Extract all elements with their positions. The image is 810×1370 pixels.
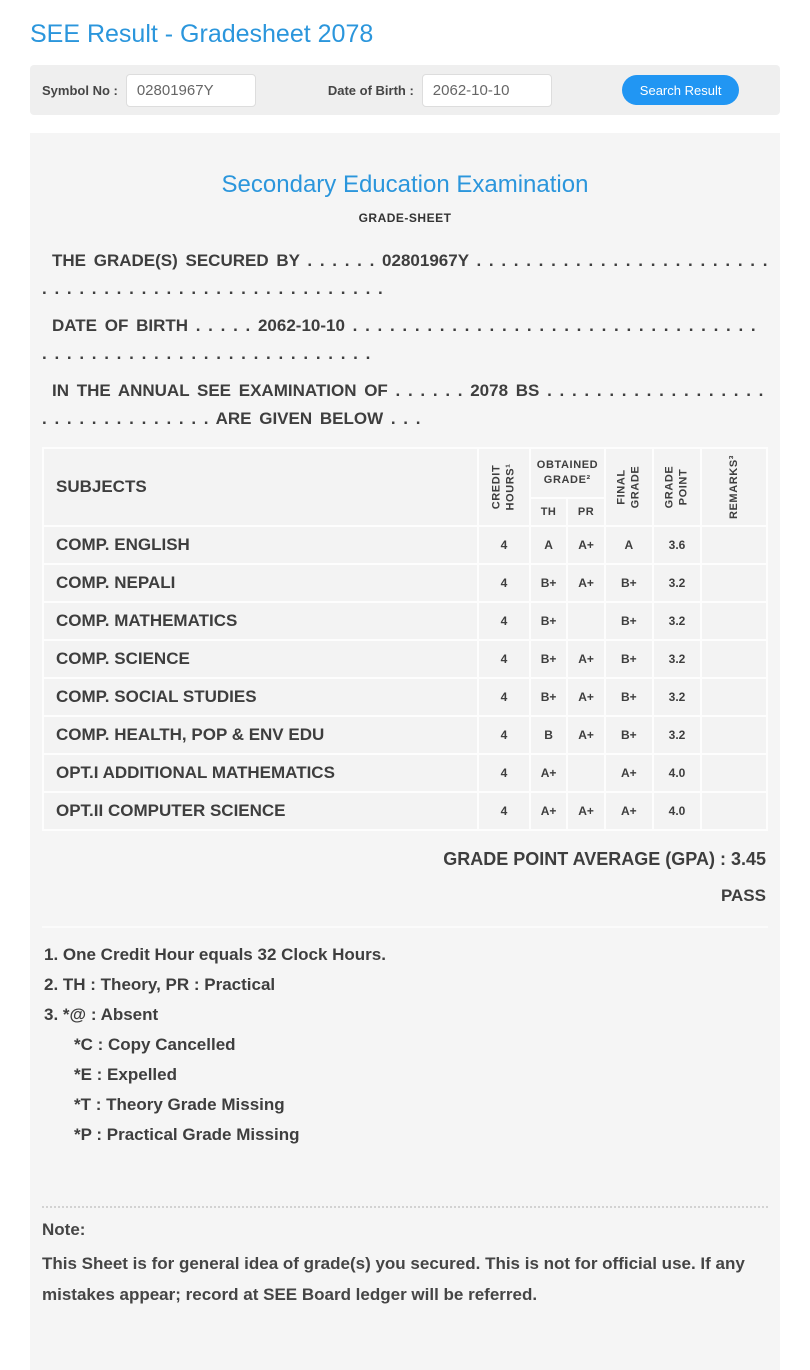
remarks-header-text: REMARKS³ <box>727 454 740 520</box>
cell-final: B+ <box>606 603 652 639</box>
footnote-line: *T : Theory Grade Missing <box>74 1095 285 1114</box>
footnote-line: *C : Copy Cancelled <box>74 1035 236 1054</box>
grade-point-header-text: GRADE POINT <box>663 465 690 509</box>
cell-pr: A+ <box>568 793 604 829</box>
table-row <box>44 793 766 829</box>
cell-th: B+ <box>531 565 567 601</box>
final-grade-header-text: FINAL GRADE <box>615 465 642 509</box>
credit-hours-header-text: CREDIT HOURS¹ <box>490 463 517 511</box>
gpa-block <box>42 831 768 928</box>
cell-gp: 3.2 <box>654 641 700 677</box>
table-row <box>44 755 766 791</box>
dob-input[interactable] <box>422 74 552 107</box>
gpa-line: GRADE POINT AVERAGE (GPA) : 3.45 <box>443 849 766 869</box>
footnote-line: 1. One Credit Hour equals 32 Clock Hours. <box>44 945 386 964</box>
pr-header: PR <box>568 499 604 525</box>
footnote-line: *E : Expelled <box>74 1065 177 1084</box>
cell-pr: A+ <box>568 527 604 563</box>
cell-remarks <box>702 755 766 791</box>
note-divider <box>42 1206 768 1208</box>
cell-subject: COMP. HEALTH, POP & ENV EDU <box>44 717 477 753</box>
footnote-line: 2. TH : Theory, PR : Practical <box>44 975 276 994</box>
cell-remarks <box>702 717 766 753</box>
result-status: PASS <box>720 886 766 905</box>
intro-line: IN THE ANNUAL SEE EXAMINATION OF . . . . . . 2078 BS . . . . . . . . . . . . . . . . . . . . . . . . . . . . . . . . ARE GIVEN BELOW . . . <box>42 381 764 428</box>
grades-tbody <box>44 527 766 829</box>
cell-final: B+ <box>606 641 652 677</box>
footnote-line: 3. *@ : Absent <box>44 1005 159 1024</box>
symbol-no-input[interactable] <box>126 74 256 107</box>
cell-credit: 4 <box>479 603 529 639</box>
cell-gp: 3.2 <box>654 679 700 715</box>
cell-subject: COMP. ENGLISH <box>44 527 477 563</box>
note-label: Note: <box>42 1220 86 1239</box>
cell-final: B+ <box>606 717 652 753</box>
cell-credit: 4 <box>479 641 529 677</box>
exam-title: Secondary Education Examination <box>221 171 589 198</box>
subjects-header: SUBJECTS <box>44 449 477 525</box>
cell-pr: A+ <box>568 717 604 753</box>
cell-pr <box>568 603 604 639</box>
page-title: SEE Result - Gradesheet 2078 <box>30 20 374 48</box>
cell-credit: 4 <box>479 527 529 563</box>
page-container <box>30 20 780 1370</box>
cell-remarks <box>702 565 766 601</box>
footnote-line: *P : Practical Grade Missing <box>74 1125 300 1144</box>
cell-credit: 4 <box>479 679 529 715</box>
cell-th: B+ <box>531 603 567 639</box>
cell-pr: A+ <box>568 679 604 715</box>
cell-th: A+ <box>531 793 567 829</box>
cell-remarks <box>702 679 766 715</box>
intro-paragraphs <box>42 247 768 433</box>
cell-th: A <box>531 527 567 563</box>
cell-final: A <box>606 527 652 563</box>
table-row <box>44 717 766 753</box>
cell-th: B <box>531 717 567 753</box>
footnotes <box>42 940 768 1150</box>
cell-final: B+ <box>606 565 652 601</box>
cell-th: A+ <box>531 755 567 791</box>
cell-remarks <box>702 527 766 563</box>
sheet-subtitle: GRADE-SHEET <box>358 211 452 225</box>
cell-th: B+ <box>531 641 567 677</box>
cell-credit: 4 <box>479 565 529 601</box>
cell-credit: 4 <box>479 793 529 829</box>
cell-credit: 4 <box>479 755 529 791</box>
cell-subject: OPT.I ADDITIONAL MATHEMATICS <box>44 755 477 791</box>
search-result-button[interactable]: Search Result <box>622 75 740 105</box>
dob-label: Date of Birth : <box>327 82 414 98</box>
intro-line: THE GRADE(S) SECURED BY . . . . . . 02801967Y . . . . . . . . . . . . . . . . . . . . . . . . . . . . . . . . . . . . . . . . . . . . . . . . . . . . <box>42 251 768 298</box>
cell-subject: COMP. SCIENCE <box>44 641 477 677</box>
intro-line: DATE OF BIRTH . . . . . 2062-10-10 . . . . . . . . . . . . . . . . . . . . . . . . . . . . . . . . . . . . . . . . . . . . . . . . . . . . . . . . . . . . <box>42 316 756 363</box>
grade-point-header <box>654 449 700 525</box>
cell-pr <box>568 755 604 791</box>
cell-subject: COMP. SOCIAL STUDIES <box>44 679 477 715</box>
credit-hours-header <box>479 449 529 525</box>
gradesheet-panel <box>30 133 780 1370</box>
cell-gp: 4.0 <box>654 755 700 791</box>
th-header: TH <box>531 499 567 525</box>
cell-final: A+ <box>606 755 652 791</box>
note-text: This Sheet is for general idea of grade(s) you secured. This is not for official use. If any mistakes appear; record at SEE Board ledger will be referred. <box>42 1254 745 1304</box>
table-row <box>44 603 766 639</box>
cell-final: B+ <box>606 679 652 715</box>
final-grade-header <box>606 449 652 525</box>
cell-subject: COMP. NEPALI <box>44 565 477 601</box>
cell-th: B+ <box>531 679 567 715</box>
cell-gp: 4.0 <box>654 793 700 829</box>
cell-gp: 3.2 <box>654 603 700 639</box>
grades-table <box>42 447 768 831</box>
cell-final: A+ <box>606 793 652 829</box>
symbol-no-label: Symbol No : <box>42 82 118 98</box>
cell-pr: A+ <box>568 565 604 601</box>
table-row <box>44 641 766 677</box>
obtained-grade-header: OBTAINED GRADE² <box>531 449 604 497</box>
cell-remarks <box>702 603 766 639</box>
table-row <box>44 527 766 563</box>
cell-gp: 3.2 <box>654 717 700 753</box>
cell-subject: COMP. MATHEMATICS <box>44 603 477 639</box>
cell-remarks <box>702 641 766 677</box>
cell-remarks <box>702 793 766 829</box>
cell-pr: A+ <box>568 641 604 677</box>
cell-gp: 3.2 <box>654 565 700 601</box>
cell-credit: 4 <box>479 717 529 753</box>
table-row <box>44 679 766 715</box>
cell-subject: OPT.II COMPUTER SCIENCE <box>44 793 477 829</box>
cell-gp: 3.6 <box>654 527 700 563</box>
remarks-header <box>702 449 766 525</box>
table-row <box>44 565 766 601</box>
search-bar <box>30 65 780 115</box>
